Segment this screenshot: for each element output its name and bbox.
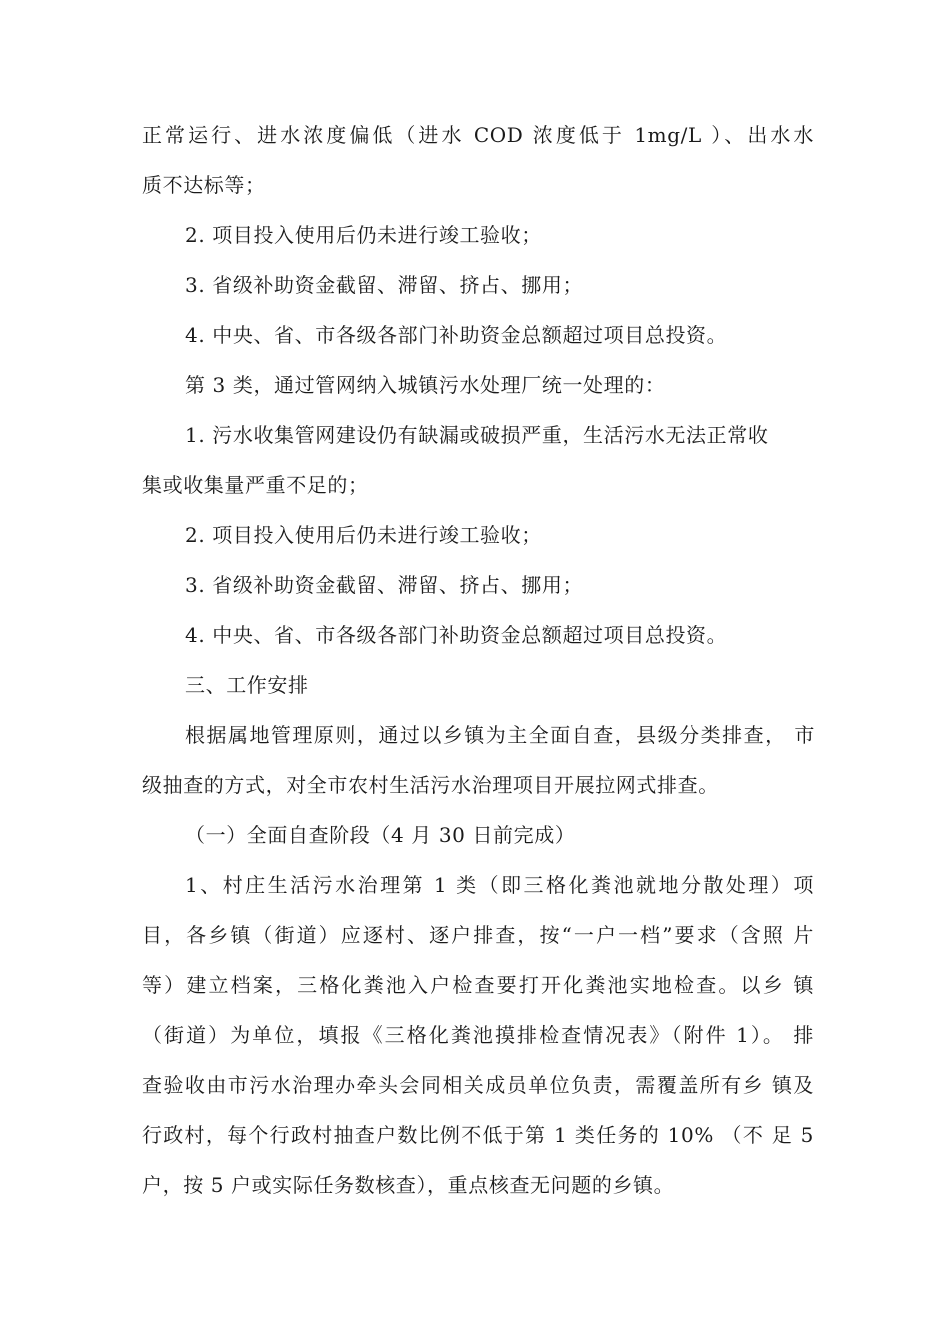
list-item: 2. 项目投入使用后仍未进行竣工验收； bbox=[185, 223, 542, 247]
paragraph-line: 1、村庄生活污水治理第 1 类（即三格化粪池就地分散处理）项 bbox=[185, 873, 814, 897]
list-item: 4. 中央、省、市各级各部门补助资金总额超过项目总投资。 bbox=[185, 623, 728, 647]
paragraph-line: 行政村，每个行政村抽查户数比例不低于第 1 类任务的 10% （不 足 5 bbox=[142, 1123, 814, 1147]
paragraph-line: （街道）为单位，填报《三格化粪池摸排检查情况表》（附件 1）。 排 bbox=[142, 1023, 814, 1047]
list-item: 1. 污水收集管网建设仍有缺漏或破损严重，生活污水无法正常收 bbox=[185, 423, 769, 447]
paragraph-line: 集或收集量严重不足的； bbox=[142, 473, 369, 497]
paragraph-line: 户，按 5 户或实际任务数核查），重点核查无问题的乡镇。 bbox=[142, 1173, 675, 1197]
section-heading: 三、工作安排 bbox=[185, 673, 309, 697]
list-item: 3. 省级补助资金截留、滞留、挤占、挪用； bbox=[185, 273, 584, 297]
paragraph-line: 正常运行、进水浓度偏低（进水 COD 浓度低于 1mg/L ）、出水水 bbox=[142, 123, 814, 147]
category-heading: 第 3 类，通过管网纳入城镇污水处理厂统一处理的： bbox=[185, 373, 666, 397]
paragraph-line: 质不达标等； bbox=[142, 173, 266, 197]
subsection-heading: （一）全面自查阶段（4 月 30 日前完成） bbox=[185, 823, 576, 847]
paragraph-line: 级抽查的方式，对全市农村生活污水治理项目开展拉网式排查。 bbox=[142, 773, 719, 797]
list-item: 2. 项目投入使用后仍未进行竣工验收； bbox=[185, 523, 542, 547]
list-item: 4. 中央、省、市各级各部门补助资金总额超过项目总投资。 bbox=[185, 323, 728, 347]
paragraph-line: 查验收由市污水治理办牵头会同相关成员单位负责，需覆盖所有乡 镇及 bbox=[142, 1073, 814, 1097]
paragraph-line: 目，各乡镇（街道）应逐村、逐户排查，按“一户一档”要求（含照 片 bbox=[142, 923, 814, 947]
paragraph-line: 等）建立档案，三格化粪池入户检查要打开化粪池实地检查。以乡 镇 bbox=[142, 973, 814, 997]
paragraph-line: 根据属地管理原则，通过以乡镇为主全面自查，县级分类排查， 市 bbox=[185, 723, 815, 747]
list-item: 3. 省级补助资金截留、滞留、挤占、挪用； bbox=[185, 573, 584, 597]
